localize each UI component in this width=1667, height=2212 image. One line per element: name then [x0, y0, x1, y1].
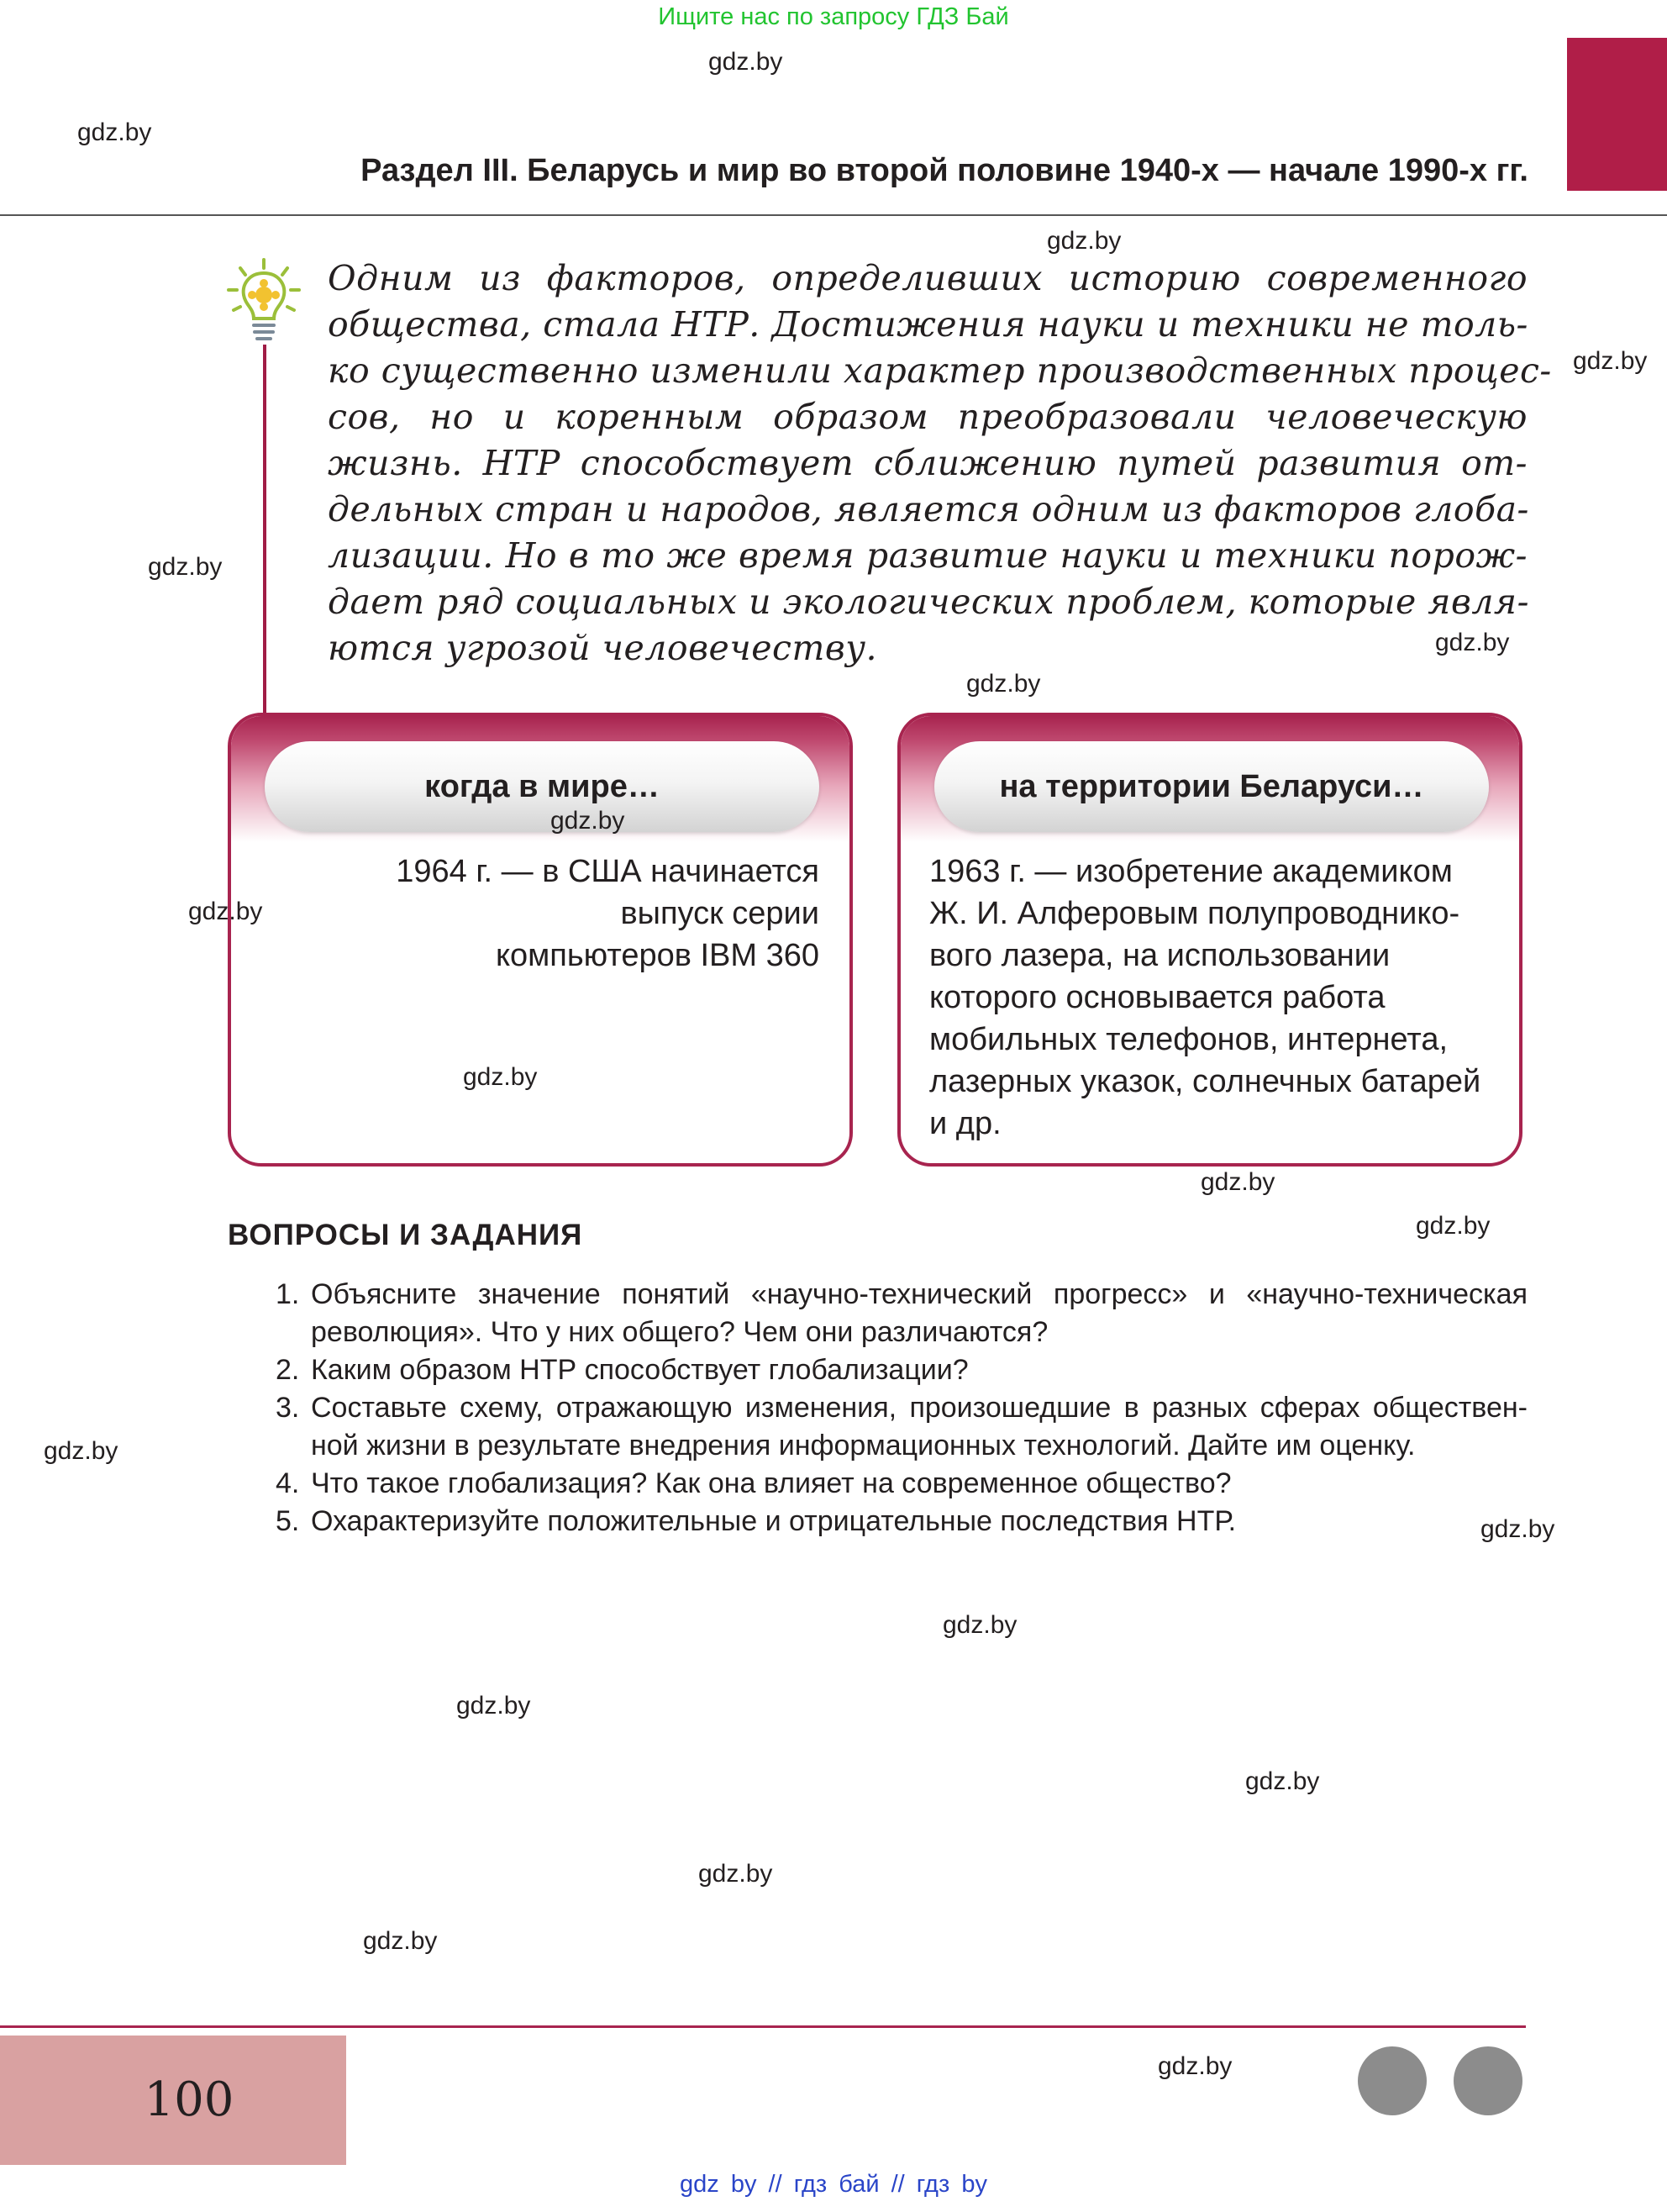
card-world-title: когда в мире…: [265, 741, 819, 832]
question-item: [276, 1465, 1528, 1503]
watermark: gdz.by: [1416, 1212, 1491, 1240]
watermark: gdz.by: [966, 670, 1041, 698]
card-belarus: [897, 713, 1522, 1167]
card-belarus-text: [929, 851, 1509, 1145]
question-number: 3.: [276, 1392, 300, 1424]
intro-line: сов, но и коренным образом преобразовали человеческую: [328, 397, 1528, 437]
card-world-text: [281, 851, 819, 977]
card-line: 1963 г. — изобретение академиком: [929, 854, 1453, 889]
questions-heading: ВОПРОСЫ И ЗАДАНИЯ: [228, 1219, 583, 1251]
question-line: Что такое глобализация? Как она влияет на современное общество?: [311, 1467, 1232, 1499]
top-banner[interactable]: Ищите нас по запросу ГДЗ Бай: [658, 3, 1009, 30]
card-line: компьютеров IBM 360: [496, 938, 819, 973]
question-number: 2.: [276, 1354, 300, 1386]
question-item: [276, 1351, 1528, 1389]
intro-line: Одним из факторов, определивших историю современного: [328, 258, 1528, 298]
question-number: 5.: [276, 1505, 300, 1537]
watermark: gdz.by: [1573, 347, 1648, 375]
card-world: [228, 713, 853, 1167]
question-number: 4.: [276, 1467, 300, 1499]
card-line: мобильных телефонов, интернета,: [929, 1022, 1449, 1057]
card-line: выпуск серии: [620, 896, 819, 931]
questions-list: [276, 1276, 1528, 1540]
card-line: Ж. И. Алферовым полупроводнико-: [929, 896, 1460, 931]
question-item: [276, 1503, 1528, 1540]
question-item: [276, 1389, 1528, 1465]
watermark: gdz.by: [44, 1437, 118, 1465]
question-item: [276, 1276, 1528, 1351]
watermark: gdz.by: [1047, 227, 1122, 255]
intro-paragraph: [328, 255, 1552, 672]
card-line: 1964 г. — в США начинается: [396, 854, 819, 889]
watermark: gdz.by: [1158, 2052, 1233, 2080]
intro-line: ются угрозой человечеству.: [328, 628, 878, 668]
watermark: gdz.by: [188, 898, 263, 925]
section-title: Раздел III. Беларусь и мир во второй половине 1940-х — начале 1990-х гг.: [360, 153, 1528, 188]
question-line: Охарактеризуйте положительные и отрицательные последствия НТР.: [311, 1505, 1237, 1537]
bottom-links[interactable]: gdz by // гдз бай // гдз by: [680, 2171, 987, 2198]
intro-line: лизации. Но в то же время развитие науки и техники порож-: [328, 535, 1528, 576]
footer-divider: [0, 2025, 1526, 2028]
card-line: вого лазера, на использовании: [929, 938, 1391, 973]
watermark: gdz.by: [77, 118, 152, 146]
watermark: gdz.by: [698, 1860, 773, 1888]
intro-line: дельных стран и народов, является одним из факторов глоба-: [328, 489, 1529, 529]
question-line: ной жизни в результате внедрения информационных технологий. Дайте им оценку.: [311, 1430, 1416, 1462]
decorative-dot: [1358, 2046, 1427, 2115]
watermark: gdz.by: [708, 48, 783, 76]
card-line: которого основывается работа: [929, 980, 1386, 1015]
watermark: gdz.by: [456, 1692, 531, 1720]
intro-line: жизнь. НТР способствует сближению путей развития от-: [328, 443, 1528, 483]
watermark: gdz.by: [463, 1063, 538, 1091]
question-line: Каким образом НТР способствует глобализации?: [311, 1354, 969, 1386]
lightbulb-icon: [223, 256, 304, 350]
intro-line: ко существенно изменили характер производственных процес-: [328, 350, 1552, 391]
decorative-dot: [1454, 2046, 1522, 2115]
header-divider: [0, 214, 1667, 216]
question-line: Составьте схему, отражающую изменения, произошедшие в разных сферах обществен-: [311, 1392, 1528, 1424]
watermark: gdz.by: [363, 1927, 438, 1955]
card-line: лазерных указок, солнечных батарей: [929, 1064, 1481, 1099]
watermark: gdz.by: [1480, 1515, 1555, 1543]
watermark: gdz.by: [1201, 1168, 1275, 1196]
intro-line: общества, стала НТР. Достижения науки и техники не толь-: [328, 304, 1528, 345]
watermark: gdz.by: [1245, 1767, 1320, 1795]
bulb-connector-line: [263, 345, 266, 719]
watermark: gdz.by: [1435, 629, 1510, 656]
page-number: 100: [144, 2072, 234, 2127]
question-line: Объясните значение понятий «научно-технический прогресс» и «научно-техническая: [311, 1278, 1528, 1310]
card-line: и др.: [929, 1106, 1002, 1141]
question-number: 1.: [276, 1278, 300, 1310]
watermark: gdz.by: [148, 553, 223, 581]
watermark: gdz.by: [943, 1611, 1018, 1639]
corner-color-tab: [1567, 38, 1667, 191]
watermark: gdz.by: [550, 807, 625, 835]
intro-line: дает ряд социальных и экологических проблем, которые явля-: [328, 582, 1529, 622]
card-belarus-title: на территории Беларуси…: [934, 741, 1489, 832]
question-line: революция». Что у них общего? Чем они различаются?: [311, 1316, 1049, 1348]
